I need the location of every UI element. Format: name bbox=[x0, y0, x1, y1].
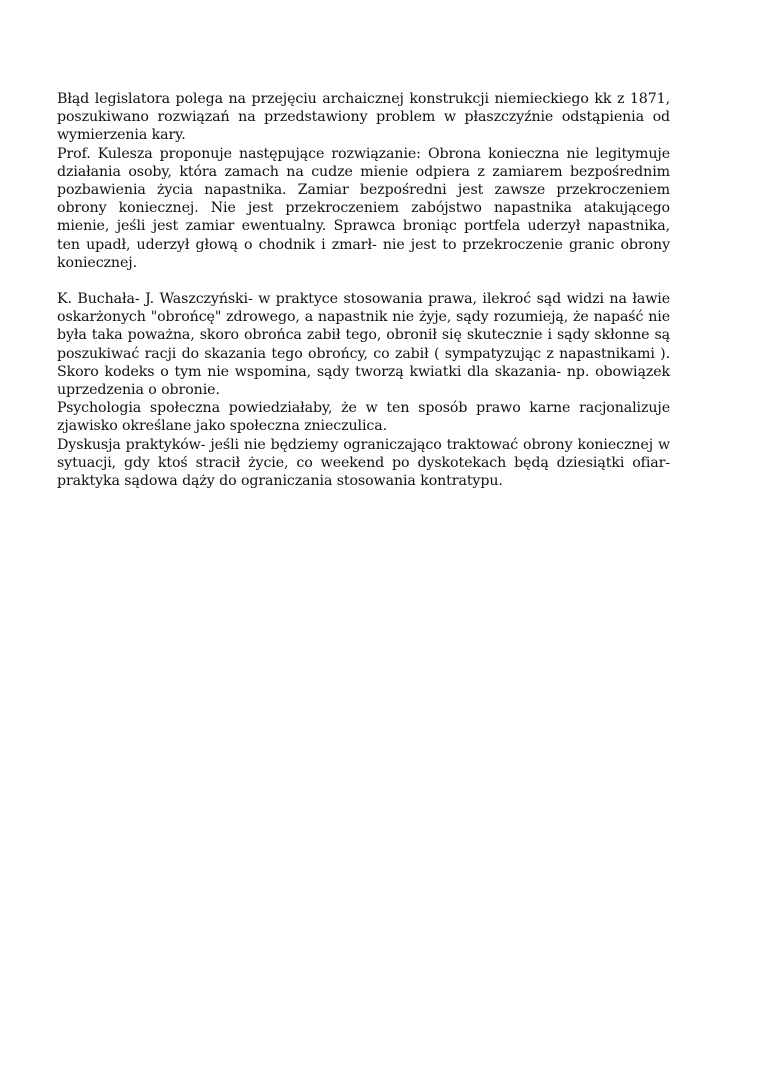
paragraph-spacer bbox=[57, 272, 670, 290]
paragraph-social-psychology: Psychologia społeczna powiedziałaby, że w ten sposób prawo karne racjonalizuje zjawisko określane jako społeczna znieczulica. bbox=[57, 400, 670, 435]
paragraph-prof-kulesza: Prof. Kulesza proponuje następujące rozwiązanie: Obrona konieczna nie legitymuje działania osoby, która zamach na cudze mienie odpiera z zamiarem bezpośrednim pozbawienia życia napastnika. Zamiar bezpośredni jest zawsze przekroczeniem obrony koniecznej. Nie jest przekroczeniem zabójstwo napastnika atakującego mienie, jeśli jest zamiar ewentualny. Sprawca broniąc portfela uderzył napastnika, ten upadł, uderzył głową o chodnik i zmarł- nie jest to przekroczenie granic obrony koniecznej. bbox=[57, 145, 670, 271]
paragraph-practitioners-discussion: Dyskusja praktyków- jeśli nie będziemy ograniczająco traktować obrony koniecznej w sytuacji, gdy ktoś stracił życie, co weekend po dyskotekach będą dziesiątki ofiar- praktyka sądowa dąży do ograniczania stosowania kontratypu. bbox=[57, 436, 670, 490]
paragraph-legislator-error: Błąd legislatora polega na przejęciu archaicznej konstrukcji niemieckiego kk z 1871, poszukiwano rozwiązań na przedstawiony problem w płaszczyźnie odstąpienia od wymierzenia kary. bbox=[57, 91, 670, 144]
paragraph-buchala-waszczynski: K. Buchała- J. Waszczyński- w praktyce stosowania prawa, ilekroć sąd widzi na ławie oskarżonych "obrońcę" zdrowego, a napastnik nie żyje, sądy rozumieją, że napaść nie była taka poważna, skoro obrońca zabił tego, obronił się skutecznie i sądy skłonne są poszukiwać racji do skazania tego obrońcy, co zabił ( sympatyzując z napastnikami ). Skoro kodeks o tym nie wspomina, sądy tworzą kwiatki dla skazania- np. obowiązek uprzedzenia o obronie. bbox=[57, 291, 670, 399]
document-page bbox=[57, 90, 670, 490]
